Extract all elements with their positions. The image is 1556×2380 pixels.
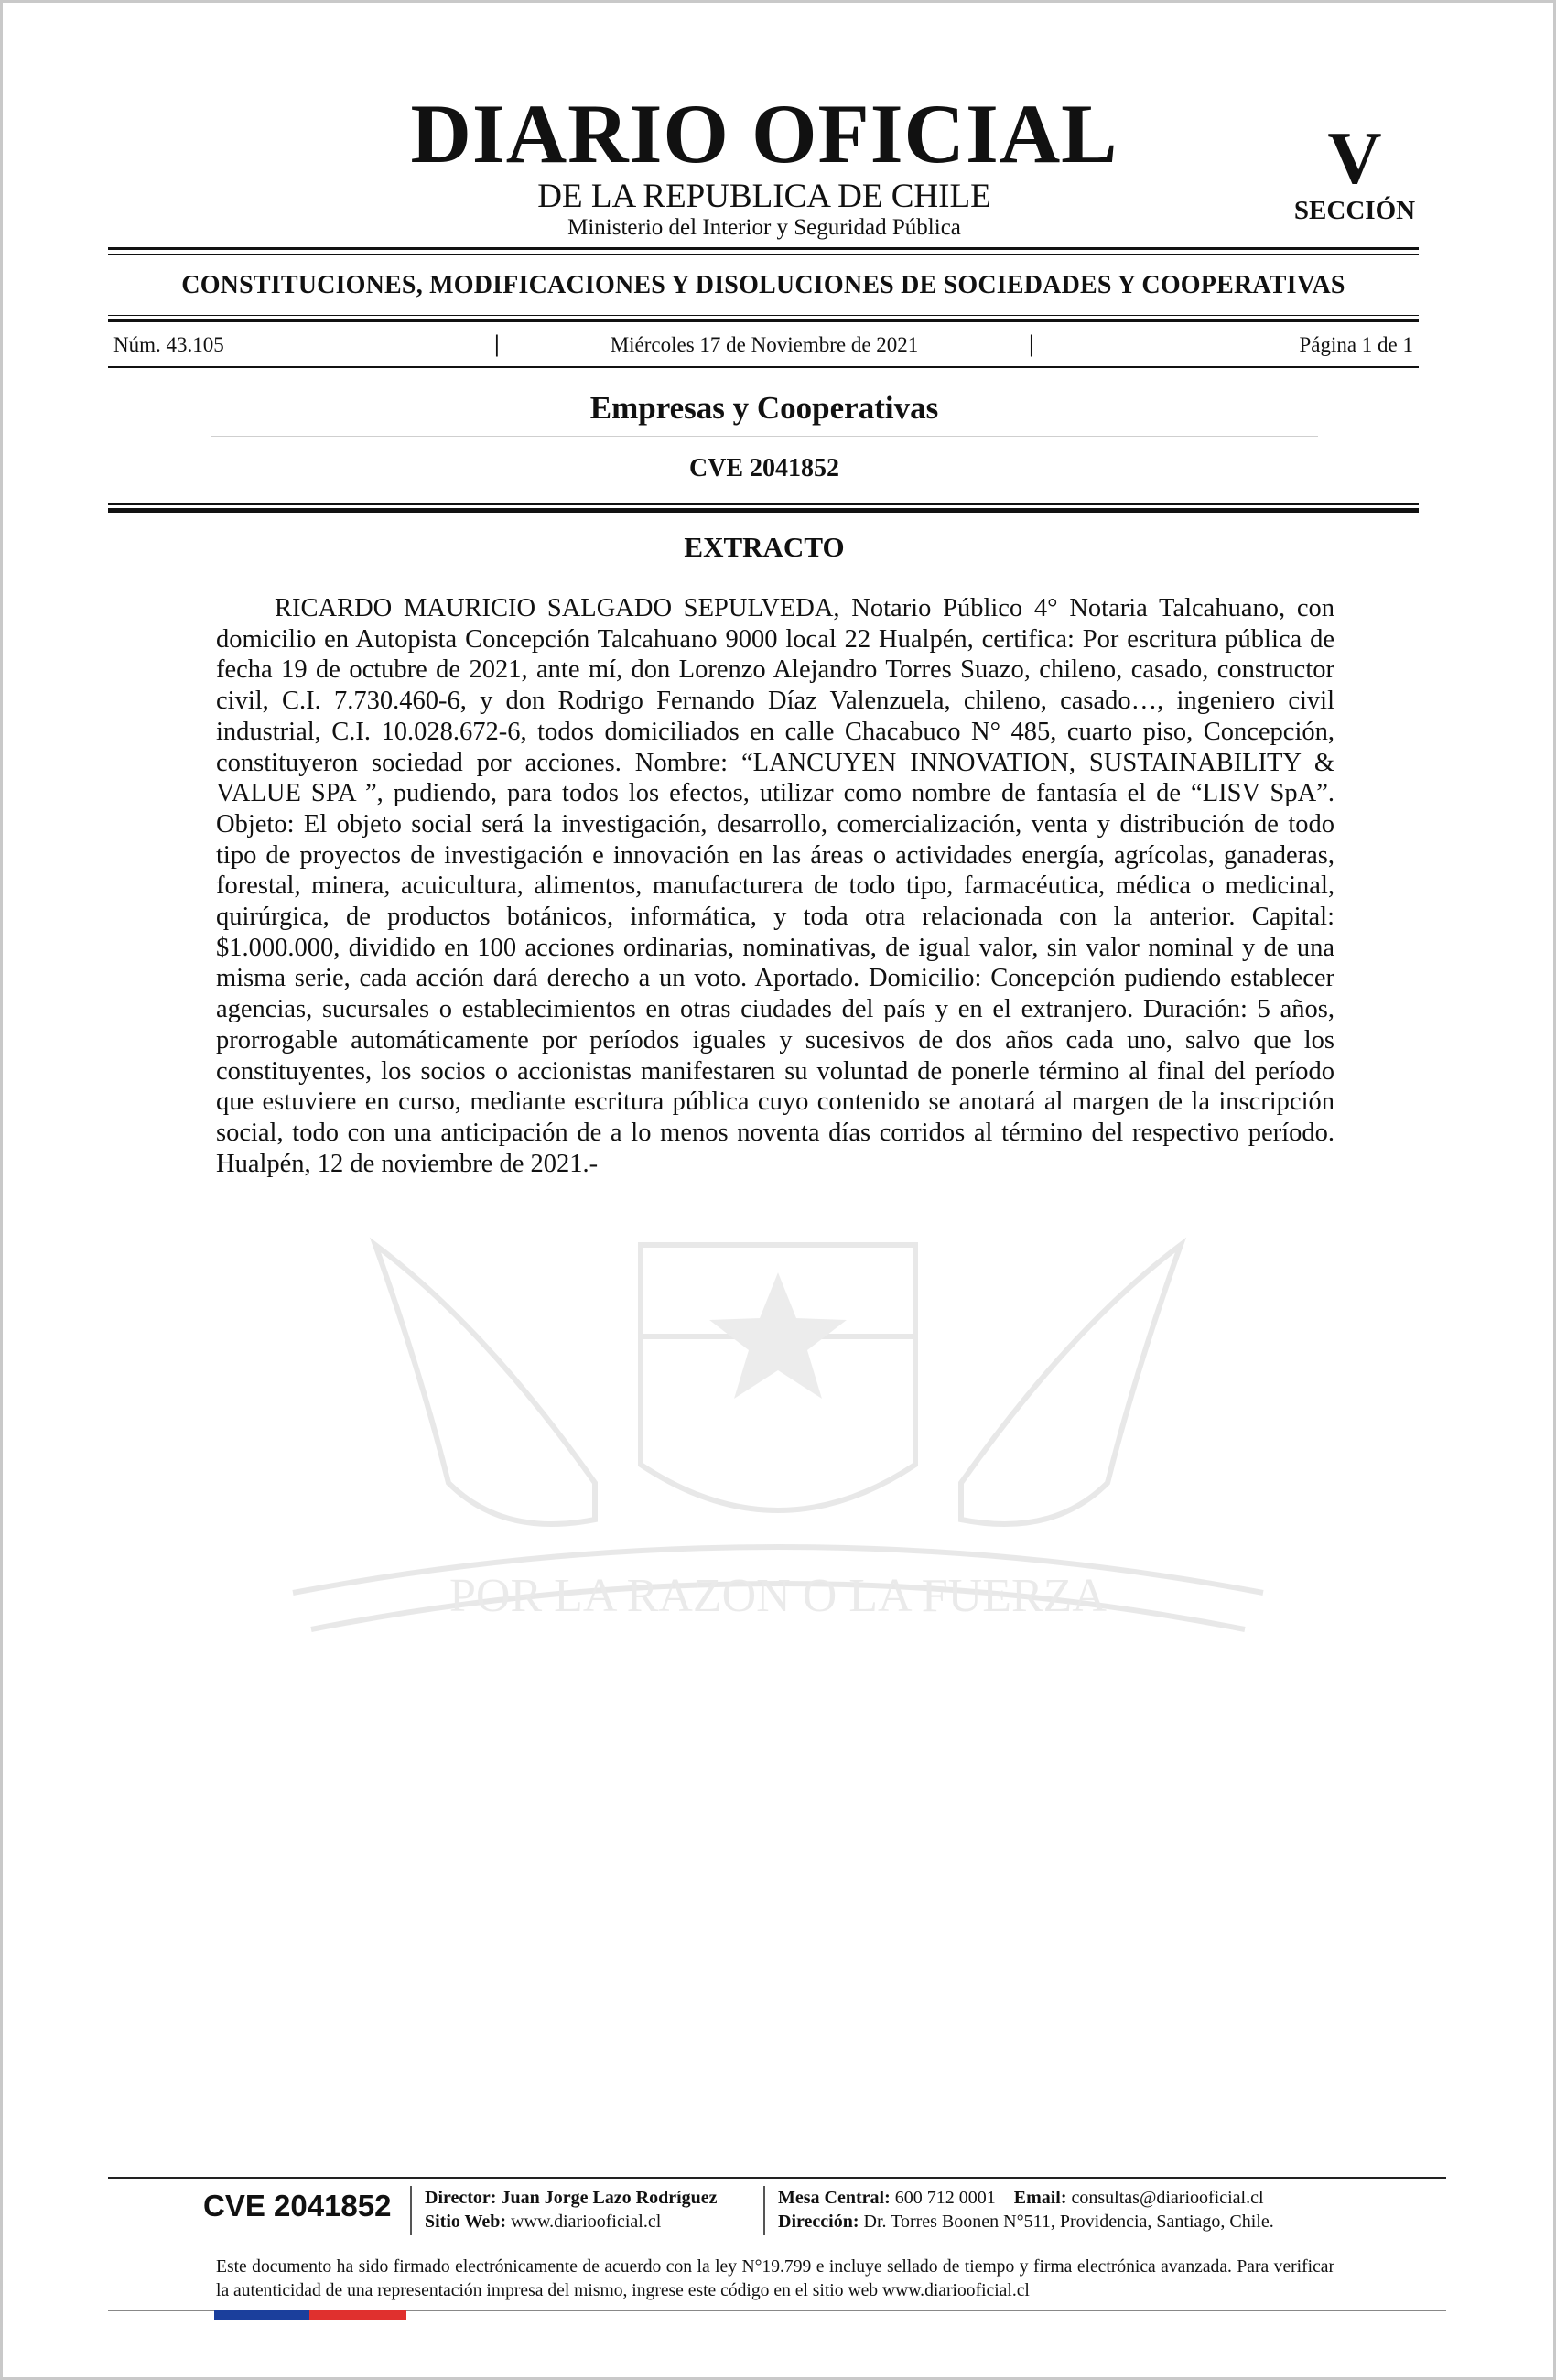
footer-divider bbox=[763, 2186, 765, 2235]
section-letter: V bbox=[1327, 116, 1382, 200]
document-title: EXTRACTO bbox=[684, 531, 845, 563]
masthead-title: DIARIO OFICIAL bbox=[410, 87, 1118, 180]
masthead-subtitle: DE LA REPUBLICA DE CHILE bbox=[537, 178, 991, 215]
mid-rule-thin bbox=[108, 315, 1419, 316]
address-value: Dr. Torres Boonen N°511, Providencia, Santiago, Chile. bbox=[863, 2212, 1274, 2232]
category-heading: Empresas y Cooperativas bbox=[589, 390, 939, 426]
masthead-ministry: Ministerio del Interior y Seguridad Pública bbox=[567, 215, 961, 240]
content-rule-thick bbox=[108, 508, 1419, 513]
footer-cve-code: CVE 2041852 bbox=[203, 2189, 392, 2223]
heading-divider bbox=[211, 436, 1318, 437]
director-name: Juan Jorge Lazo Rodríguez bbox=[501, 2188, 718, 2208]
meta-rule bbox=[108, 366, 1419, 368]
issue-date: Miércoles 17 de Noviembre de 2021 bbox=[610, 333, 919, 356]
flag-stripe-blue bbox=[214, 2310, 309, 2320]
address-label: Dirección: bbox=[778, 2212, 859, 2232]
flag-stripe-red bbox=[309, 2310, 406, 2320]
coat-of-arms-watermark-icon bbox=[211, 1190, 1345, 1666]
footer-signature-note: Este documento ha sido firmado electrónicamente de acuerdo con la ley N°19.799 e incluye sellado de tiempo y firma electrónica avanzada. Para verificar la autenticidad de una representación impresa del mismo, ingrese este código en el sitio web www.diariooficial.cl bbox=[216, 2257, 1334, 2300]
footer-director-column bbox=[425, 2186, 718, 2234]
section-label: SECCIÓN bbox=[1293, 196, 1416, 225]
meta-separator: | bbox=[494, 330, 500, 357]
director-label: Director: bbox=[425, 2188, 497, 2208]
top-rule-thin bbox=[108, 254, 1419, 255]
content-rule-thin bbox=[108, 503, 1419, 505]
cve-code: CVE 2041852 bbox=[688, 454, 840, 482]
email-link[interactable]: consultas@diariooficial.cl bbox=[1071, 2188, 1264, 2208]
email-label: Email: bbox=[1013, 2188, 1067, 2208]
watermark-motto: POR LA RAZON O LA FUERZA bbox=[449, 1570, 1107, 1622]
document-body: RICARDO MAURICIO SALGADO SEPULVEDA, Notario Público 4° Notaria Talcahuano, con domicilio en Autopista Concepción Talcahuano 9000 local 22 Hualpén, certifica: Por escritura pública de fecha 19 de octubre de 2021, ante mí, don Lorenzo Alejandro Torres Suazo, chileno, casado, constructor civil, C.I. 7.730.460-6, y don Rodrigo Fernando Díaz Valenzuela, chileno, casado…, ingeniero civil industrial, C.I. 10.028.672-6, todos domiciliados en calle Chacabuco N° 485, cuarto piso, Concepción, constituyeron sociedad por acciones. Nombre: “LANCUYEN INNOVATION, SUSTAINABILITY & VALUE SPA ”, pudiendo, para todos los efectos, utilizar como nombre de fantasía el de “LISV SpA”. Objeto: El objeto social será la investigación, desarrollo, comercialización, venta y distribución de todo tipo de proyectos de investigación e innovación en las áreas o actividades energía, agrícolas, ganaderas, forestal, minera, acuicultura, alimentos, manufacturera de todo tipo, farmacéutica, médica o medicinal, quirúrgica, de productos botánicos, informática, y toda otra relacionada con la anterior. Capital: $1.000.000, dividido en 100 acciones ordinarias, nominativas, de igual valor, sin valor nominal y de una misma serie, cada acción dará derecho a un voto. Aportado. Domicilio: Concepción pudiendo establecer agencias, sucursales o establecimientos en otras ciudades del país y en el extranjero. Duración: 5 años, prorrogable automáticamente por períodos iguales y sucesivos de dos años cada uno, salvo que los constituyentes, los socios o accionistas manifestaren su voluntad de ponerle término al final del período que estuviere en curso, mediante escritura pública cuyo contenido se anotará al margen de la inscripción social, todo con una anticipación de a lo menos noventa días corridos al término del respectivo período. Hualpén, 12 de noviembre de 2021.- bbox=[216, 594, 1334, 1178]
site-label: Sitio Web: bbox=[425, 2212, 507, 2232]
mid-rule-thick bbox=[108, 319, 1419, 322]
issue-number: Núm. 43.105 bbox=[113, 333, 224, 356]
page-indicator: Página 1 de 1 bbox=[1299, 333, 1413, 356]
meta-separator: | bbox=[1029, 330, 1034, 357]
mesa-phone: 600 712 0001 bbox=[894, 2188, 996, 2208]
footer-divider bbox=[410, 2186, 412, 2235]
mesa-label: Mesa Central: bbox=[778, 2188, 891, 2208]
footer-rule bbox=[108, 2177, 1446, 2179]
footer-contact-column bbox=[778, 2186, 1274, 2234]
site-link[interactable]: www.diariooficial.cl bbox=[511, 2212, 662, 2232]
top-rule-thick bbox=[108, 247, 1419, 250]
category-bar: CONSTITUCIONES, MODIFICACIONES Y DISOLUCIONES DE SOCIEDADES Y COOPERATIVAS bbox=[181, 271, 1345, 299]
